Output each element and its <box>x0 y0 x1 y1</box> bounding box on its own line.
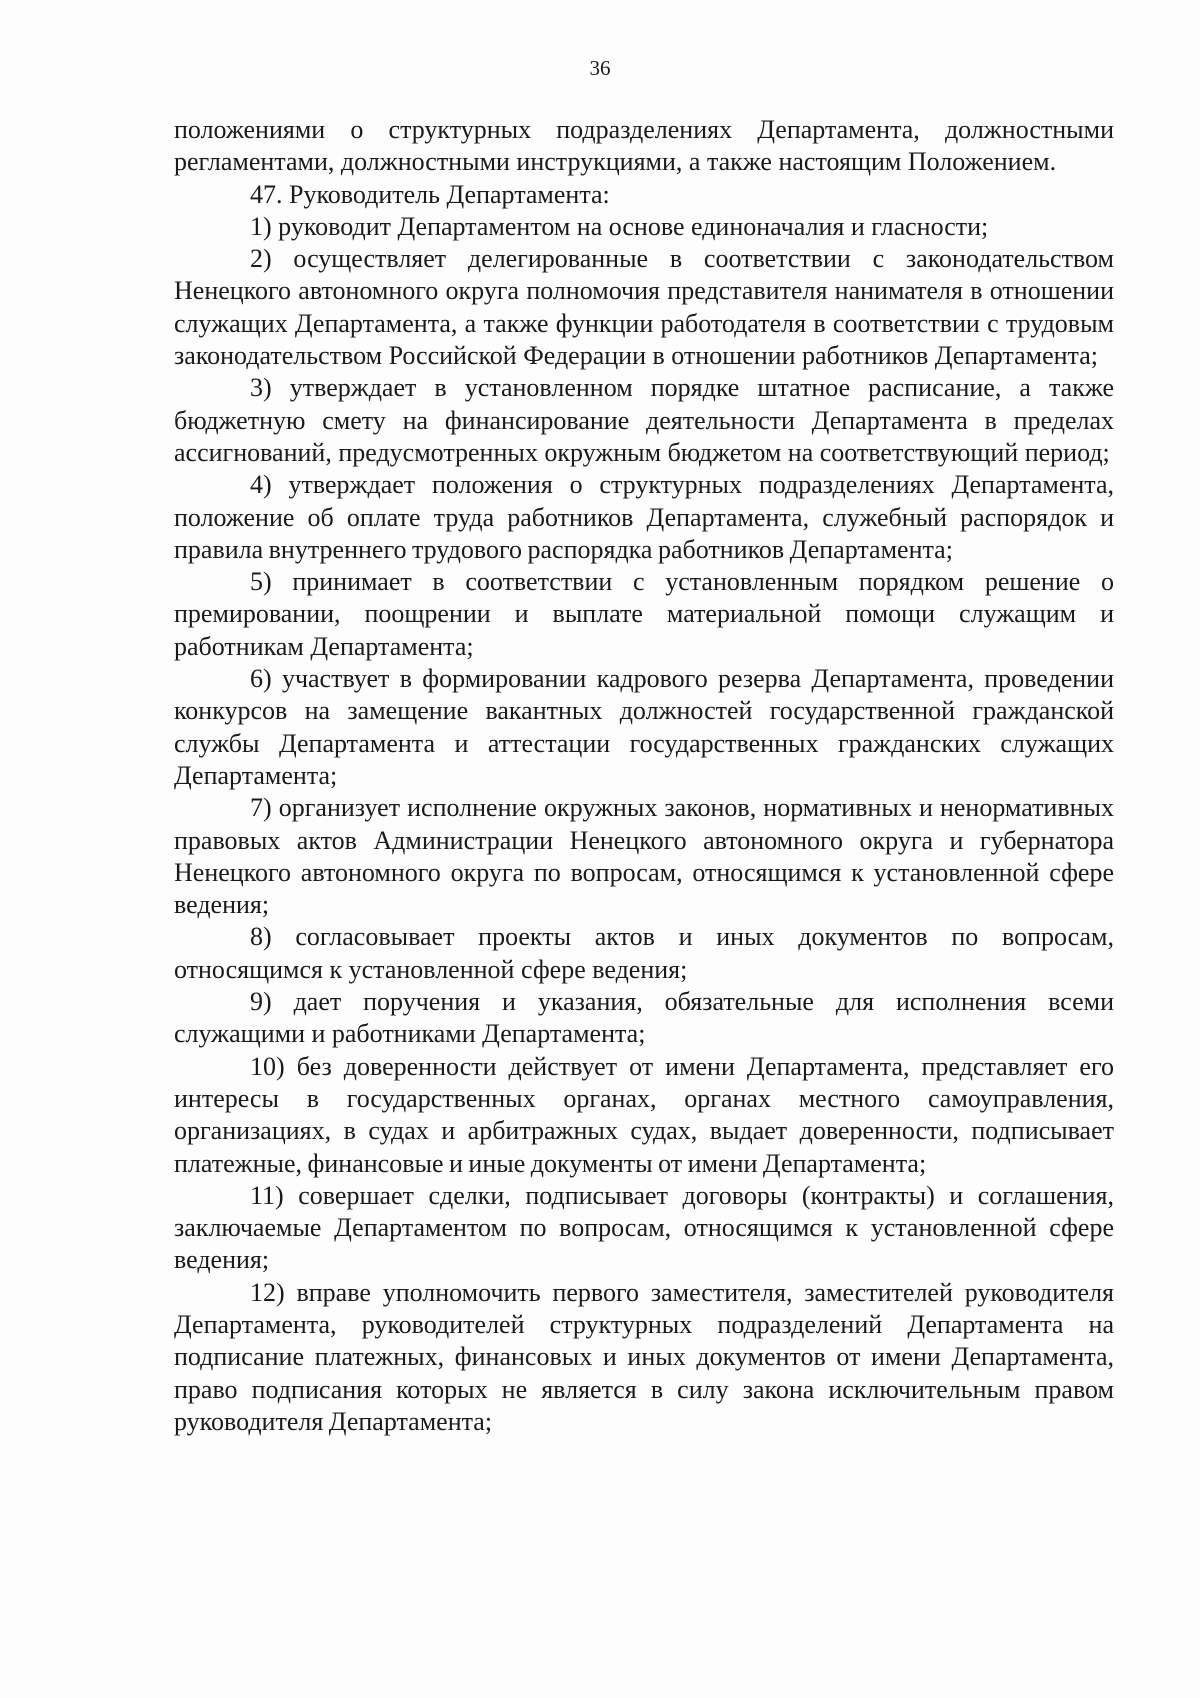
section-heading-47: 47. Руководитель Департамента: <box>250 179 610 209</box>
list-item-8: 8) согласовывает проекты актов и иных документов по вопросам, относящимся к установленной сфере ведения; <box>174 922 1114 984</box>
list-item-5: 5) принимает в соответствии с установленным порядком решение о премировании, поощрении и выплате материальной помощи служащим и работникам Департамента; <box>174 567 1114 661</box>
list-item-3: 3) утверждает в установленном порядке штатное расписание, а также бюджетную смету на финансирование деятельности Департамента в пределах ассигнований, предусмотренных окружным бюджетом на соответствующий период; <box>174 373 1114 467</box>
list-item-9: 9) дает поручения и указания, обязательные для исполнения всеми служащими и работниками Департамента; <box>174 987 1114 1049</box>
list-item-10: 10) без доверенности действует от имени Департамента, представляет его интересы в государственных органах, органах местного самоуправления, организациях, в судах и арбитражных судах, выдает доверенности, подписывает платежные, финансовые и иные документы от имени Департамента; <box>174 1051 1114 1178</box>
paragraph-continuation: положениями о структурных подразделениях Департамента, должностными регламентами, должностными инструкциями, а также настоящим Положением. <box>174 115 1114 177</box>
list-item-11: 11) совершает сделки, подписывает договоры (контракты) и соглашения, заключаемые Департаментом по вопросам, относящимся к установленной сфере ведения; <box>174 1180 1114 1275</box>
list-item-1: 1) руководит Департаментом на основе единоначалия и гласности; <box>250 211 989 241</box>
list-item-12: 12) вправе уполномочить первого заместителя, заместителей руководителя Департамента, руководителей структурных подразделений Департамента на подписание платежных, финансовых и иных документов от имени Департамента, право подписания которых не является в силу закона исключительным правом руководителя Департамента; <box>174 1277 1114 1436</box>
list-item-2: 2) осуществляет делегированные в соответствии с законодательством Ненецкого автономного округа полномочия представителя нанимателя в отношении служащих Департамента, а также функции работодателя в соответствии с трудовым законодательством Российской Федерации в отношении работников Департамента; <box>174 244 1114 371</box>
list-item-4: 4) утверждает положения о структурных подразделениях Департамента, положение об оплате труда работников Департамента, служебный распорядок и правила внутреннего трудового распорядка работников Департамента; <box>174 470 1114 564</box>
list-item-7: 7) организует исполнение окружных законов, нормативных и ненормативных правовых актов Администрации Ненецкого автономного округа и губернатора Ненецкого автономного округа по вопросам, относящимся к установленной сфере ведения; <box>174 793 1114 920</box>
document-body <box>174 114 1114 1438</box>
page-number: 36 <box>589 56 611 80</box>
list-item-6: 6) участвует в формировании кадрового резерва Департамента, проведении конкурсов на замещение вакантных должностей государственной гражданской службы Департамента и аттестации государственных гражданских служащих Департамента; <box>174 664 1114 790</box>
